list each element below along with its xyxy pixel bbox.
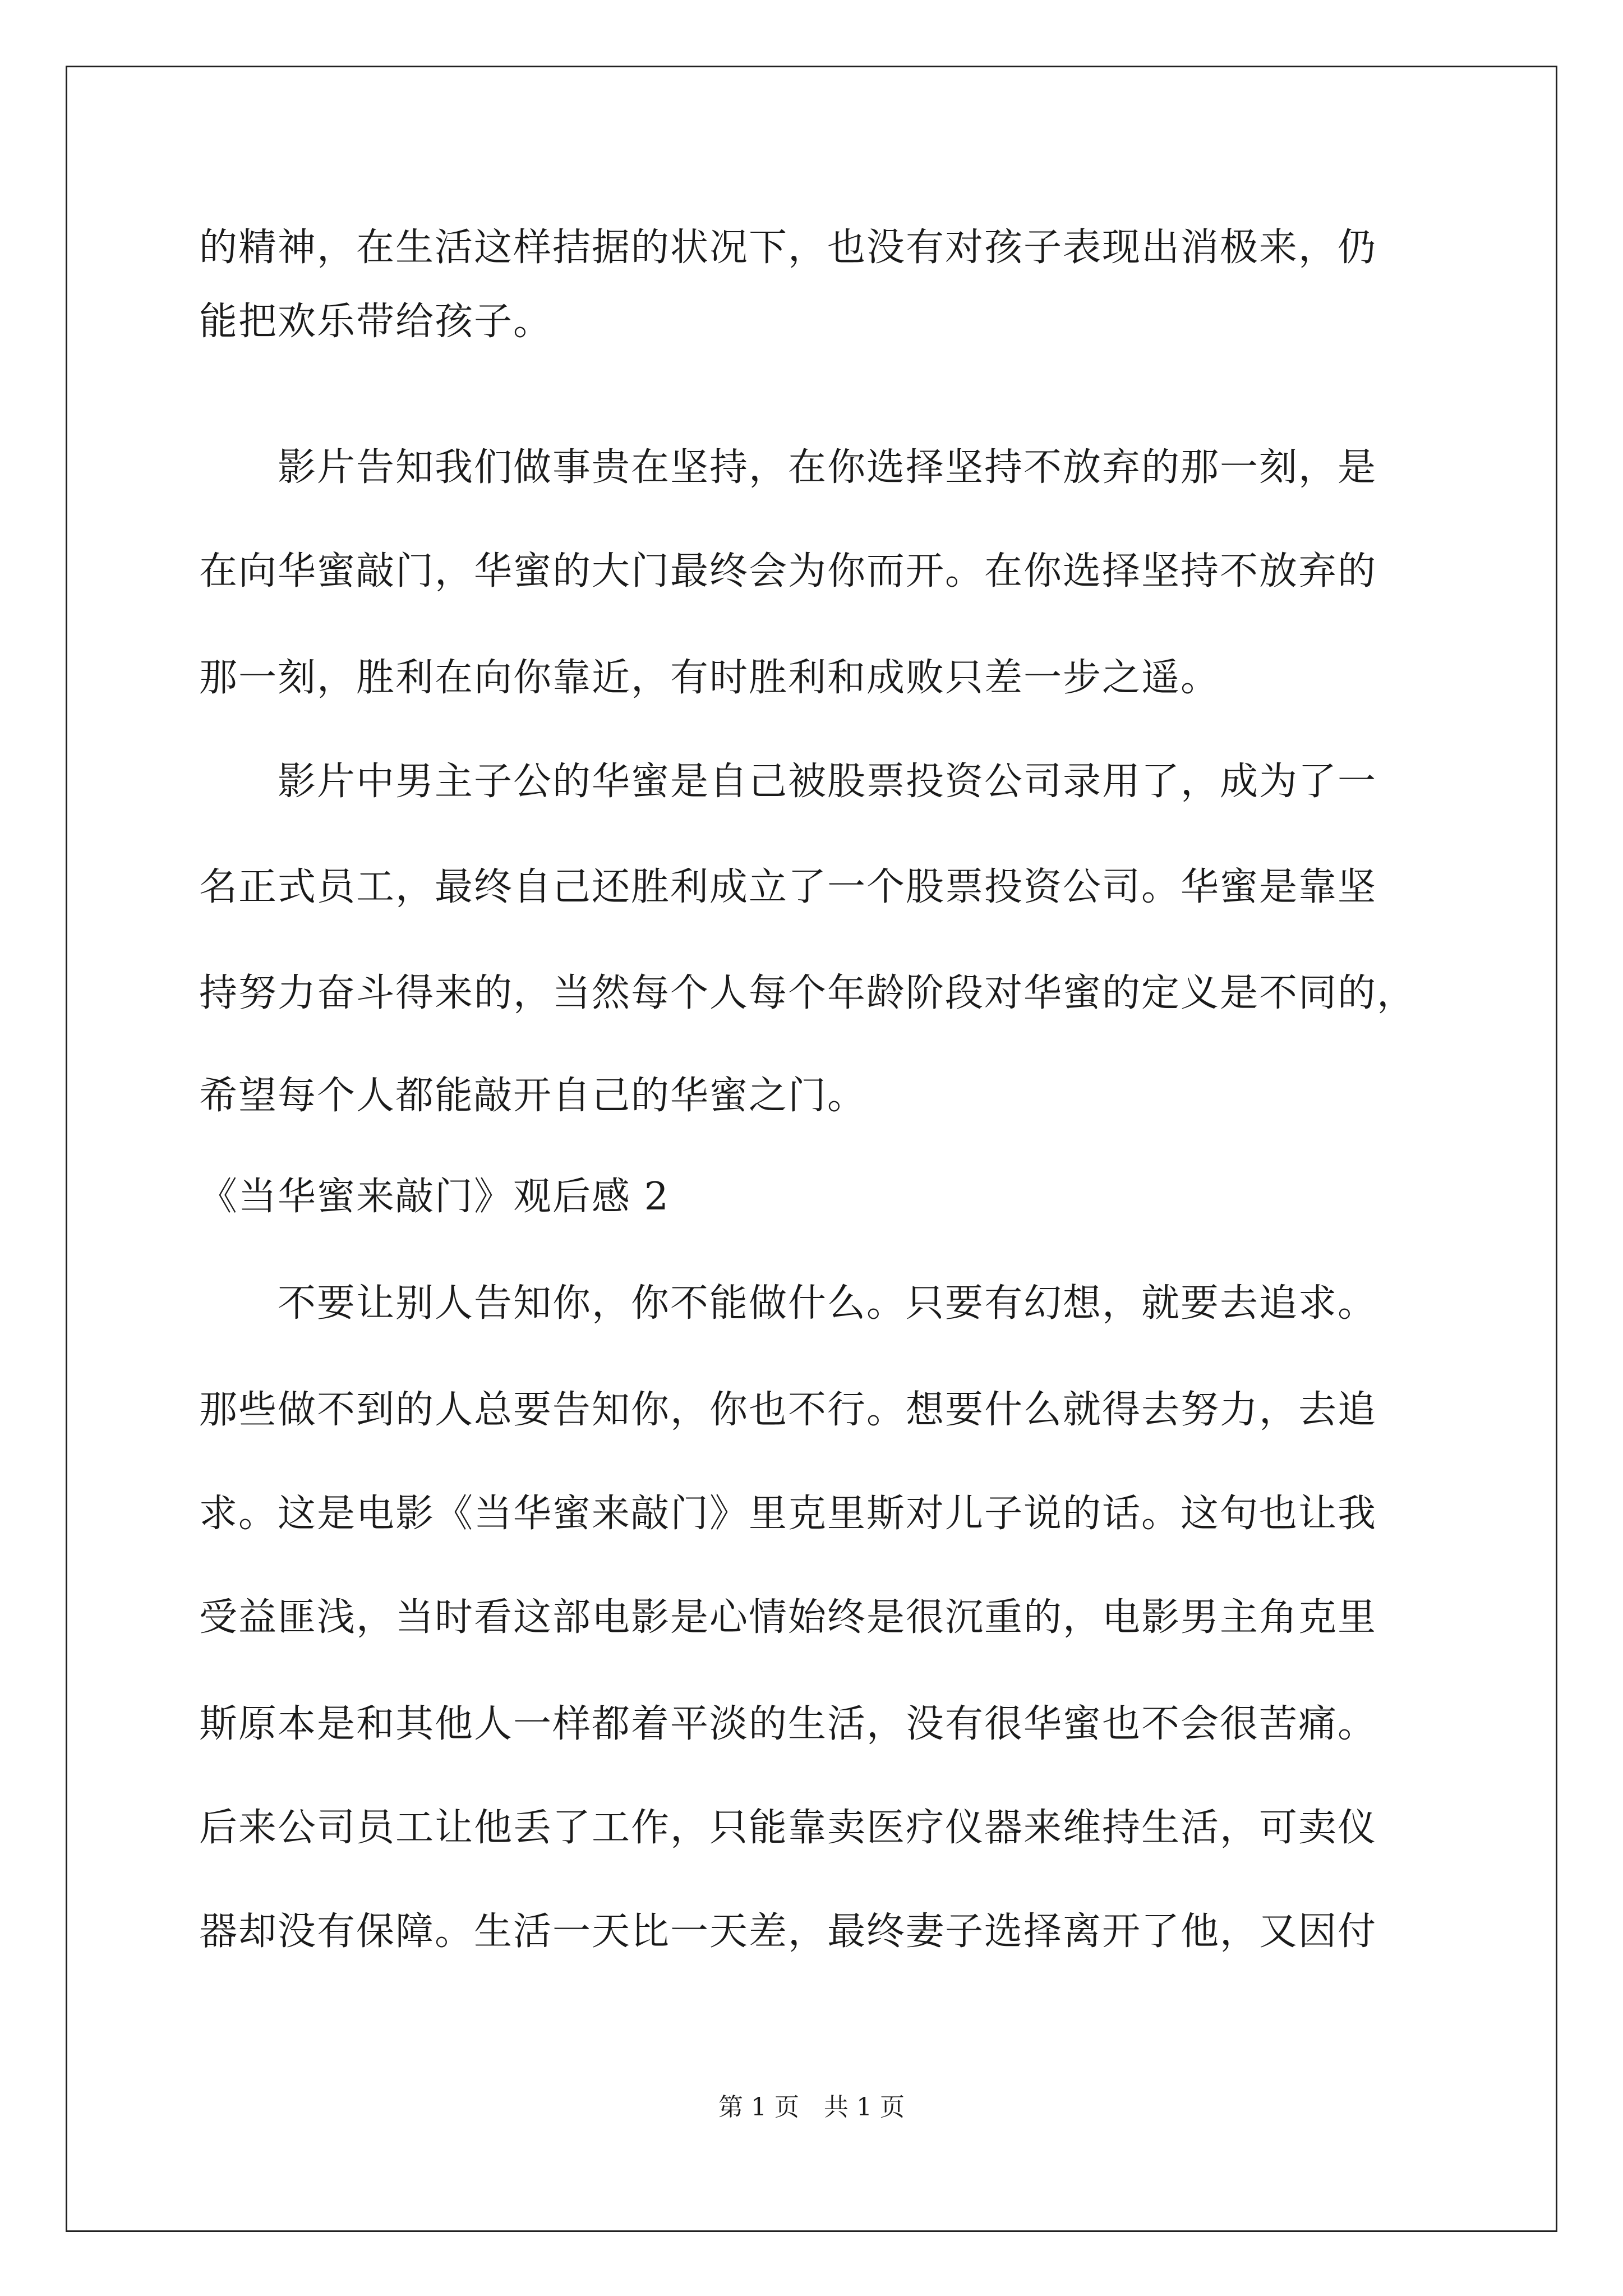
text-line: 能把欢乐带给孩子。 [199, 300, 553, 344]
text-line: 后来公司员工让他丢了工作，只能靠卖医疗仪器来维持生活，可卖仪 [199, 1806, 1377, 1850]
text-line: 求。这是电影《当华蜜来敲门》里克里斯对儿子说的话。这句也让我 [199, 1492, 1377, 1536]
text-line: 器却没有保障。生活一天比一天差，最终妻子选择离开了他，又因付 [199, 1910, 1377, 1954]
text-line: 不要让别人告知你，你不能做什么。只要有幻想，就要去追求。 [199, 1281, 1377, 1326]
text-line: 在向华蜜敲门，华蜜的大门最终会为你而开。在你选择坚持不放弃的 [199, 549, 1377, 593]
text-line: 持努力奋斗得来的，当然每个人每个年龄阶段对华蜜的定义是不同的， [199, 971, 1417, 1015]
text-line: 的精神，在生活这样拮据的状况下，也没有对孩子表现出消极来，仍 [199, 226, 1377, 270]
text-line: 那些做不到的人总要告知你，你也不行。想要什么就得去努力，去追 [199, 1388, 1377, 1432]
text-line: 影片中男主子公的华蜜是自己被股票投资公司录用了，成为了一 [199, 760, 1377, 804]
page-border [66, 66, 1557, 2232]
text-line: 影片告知我们做事贵在坚持，在你选择坚持不放弃的那一刻，是 [199, 445, 1377, 490]
text-line: 名正式员工，最终自己还胜利成立了一个股票投资公司。华蜜是靠坚 [199, 865, 1377, 909]
text-line: 受益匪浅，当时看这部电影是心情始终是很沉重的，电影男主角克里 [199, 1595, 1377, 1640]
text-line: 斯原本是和其他人一样都着平淡的生活，没有很华蜜也不会很苦痛。 [199, 1702, 1377, 1746]
text-line: 希望每个人都能敲开自己的华蜜之门。 [199, 1074, 867, 1118]
section-heading: 《当华蜜来敲门》观后感 2 [199, 1175, 670, 1219]
page-number-footer: 第 1 页 共 1 页 [718, 2093, 905, 2122]
text-line: 那一刻，胜利在向你靠近，有时胜利和成败只差一步之遥。 [199, 656, 1220, 700]
